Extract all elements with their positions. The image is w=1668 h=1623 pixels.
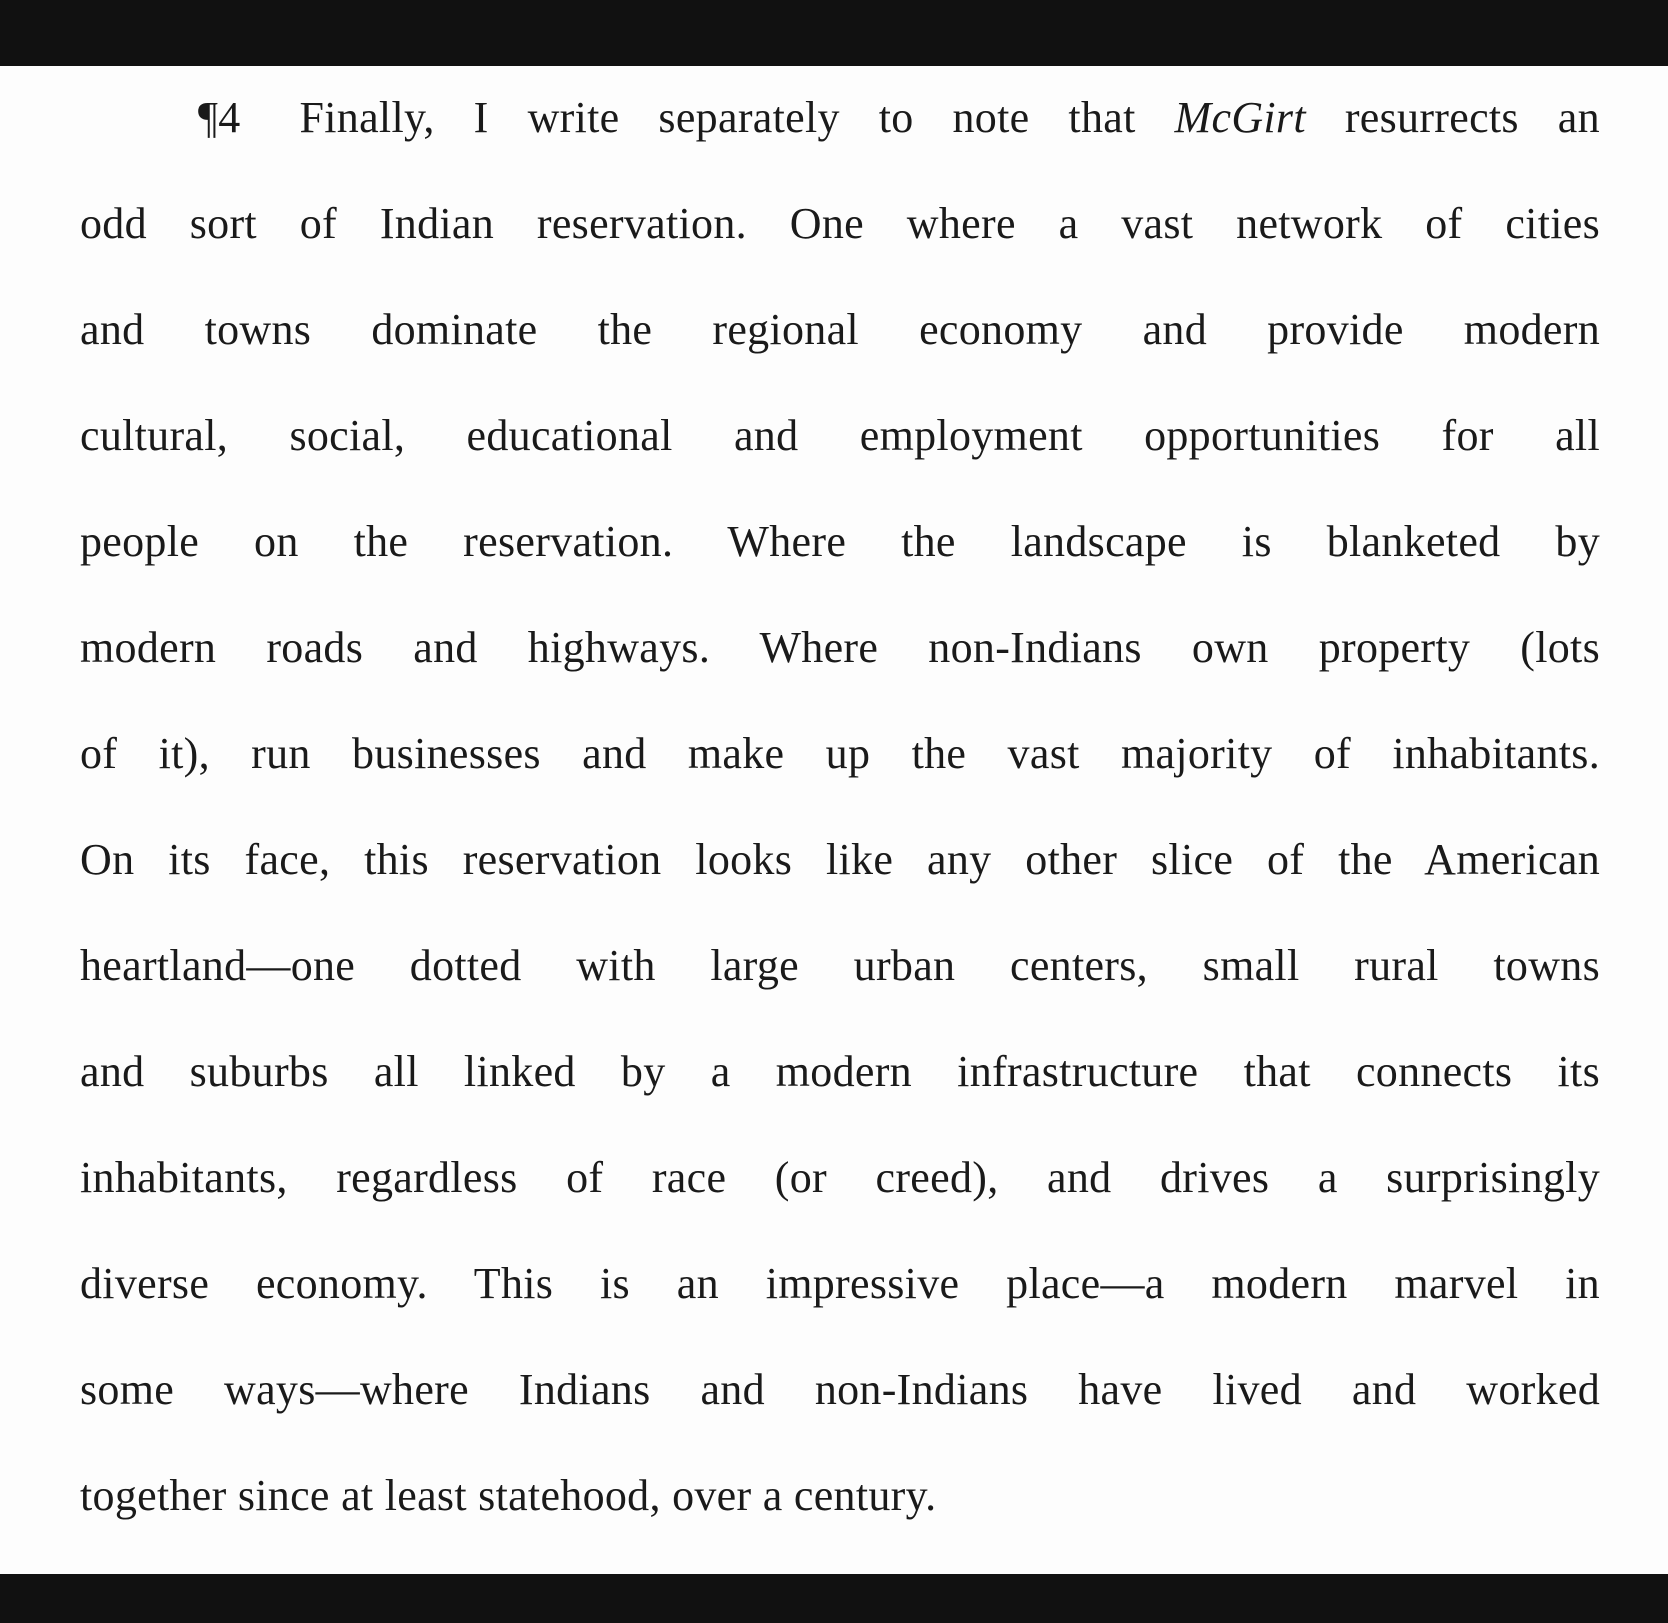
paragraph-line-4: cultural, social, educational and employment opportunities for all: [80, 411, 1600, 460]
paragraph-line-6: modern roads and highways. Where non-Indians own property (lots: [80, 623, 1600, 672]
paragraph-line-3: and towns dominate the regional economy and provide modern: [80, 305, 1600, 354]
paragraph-line-5: people on the reservation. Where the landscape is blanketed by: [80, 517, 1600, 566]
paragraph-line-12: diverse economy. This is an impressive place—a modern marvel in: [80, 1259, 1600, 1308]
case-name-italic: McGirt: [1174, 93, 1306, 142]
paragraph-line-13: some ways—where Indians and non-Indians have lived and worked: [80, 1365, 1600, 1414]
paragraph-line-7: of it), run businesses and make up the vast majority of inhabitants.: [80, 729, 1600, 778]
paragraph-mark: ¶4: [198, 93, 241, 142]
paragraph-line-1: [198, 90, 1600, 146]
paragraph-line-8: On its face, this reservation looks like any other slice of the American: [80, 835, 1600, 884]
line1-before: Finally, I write separately to note that: [299, 93, 1136, 142]
line1-after: resurrects an: [1344, 93, 1600, 142]
paragraph-line-11: inhabitants, regardless of race (or creed), and drives a surprisingly: [80, 1153, 1600, 1202]
top-bar: [0, 0, 1668, 66]
paragraph-line-14: together since at least statehood, over a century.: [80, 1471, 937, 1520]
document-page: [0, 66, 1668, 1574]
bottom-bar: [0, 1574, 1668, 1623]
paragraph-line-10: and suburbs all linked by a modern infrastructure that connects its: [80, 1047, 1600, 1096]
paragraph-line-9: heartland—one dotted with large urban centers, small rural towns: [80, 941, 1600, 990]
paragraph-line-2: odd sort of Indian reservation. One where a vast network of cities: [80, 199, 1600, 248]
